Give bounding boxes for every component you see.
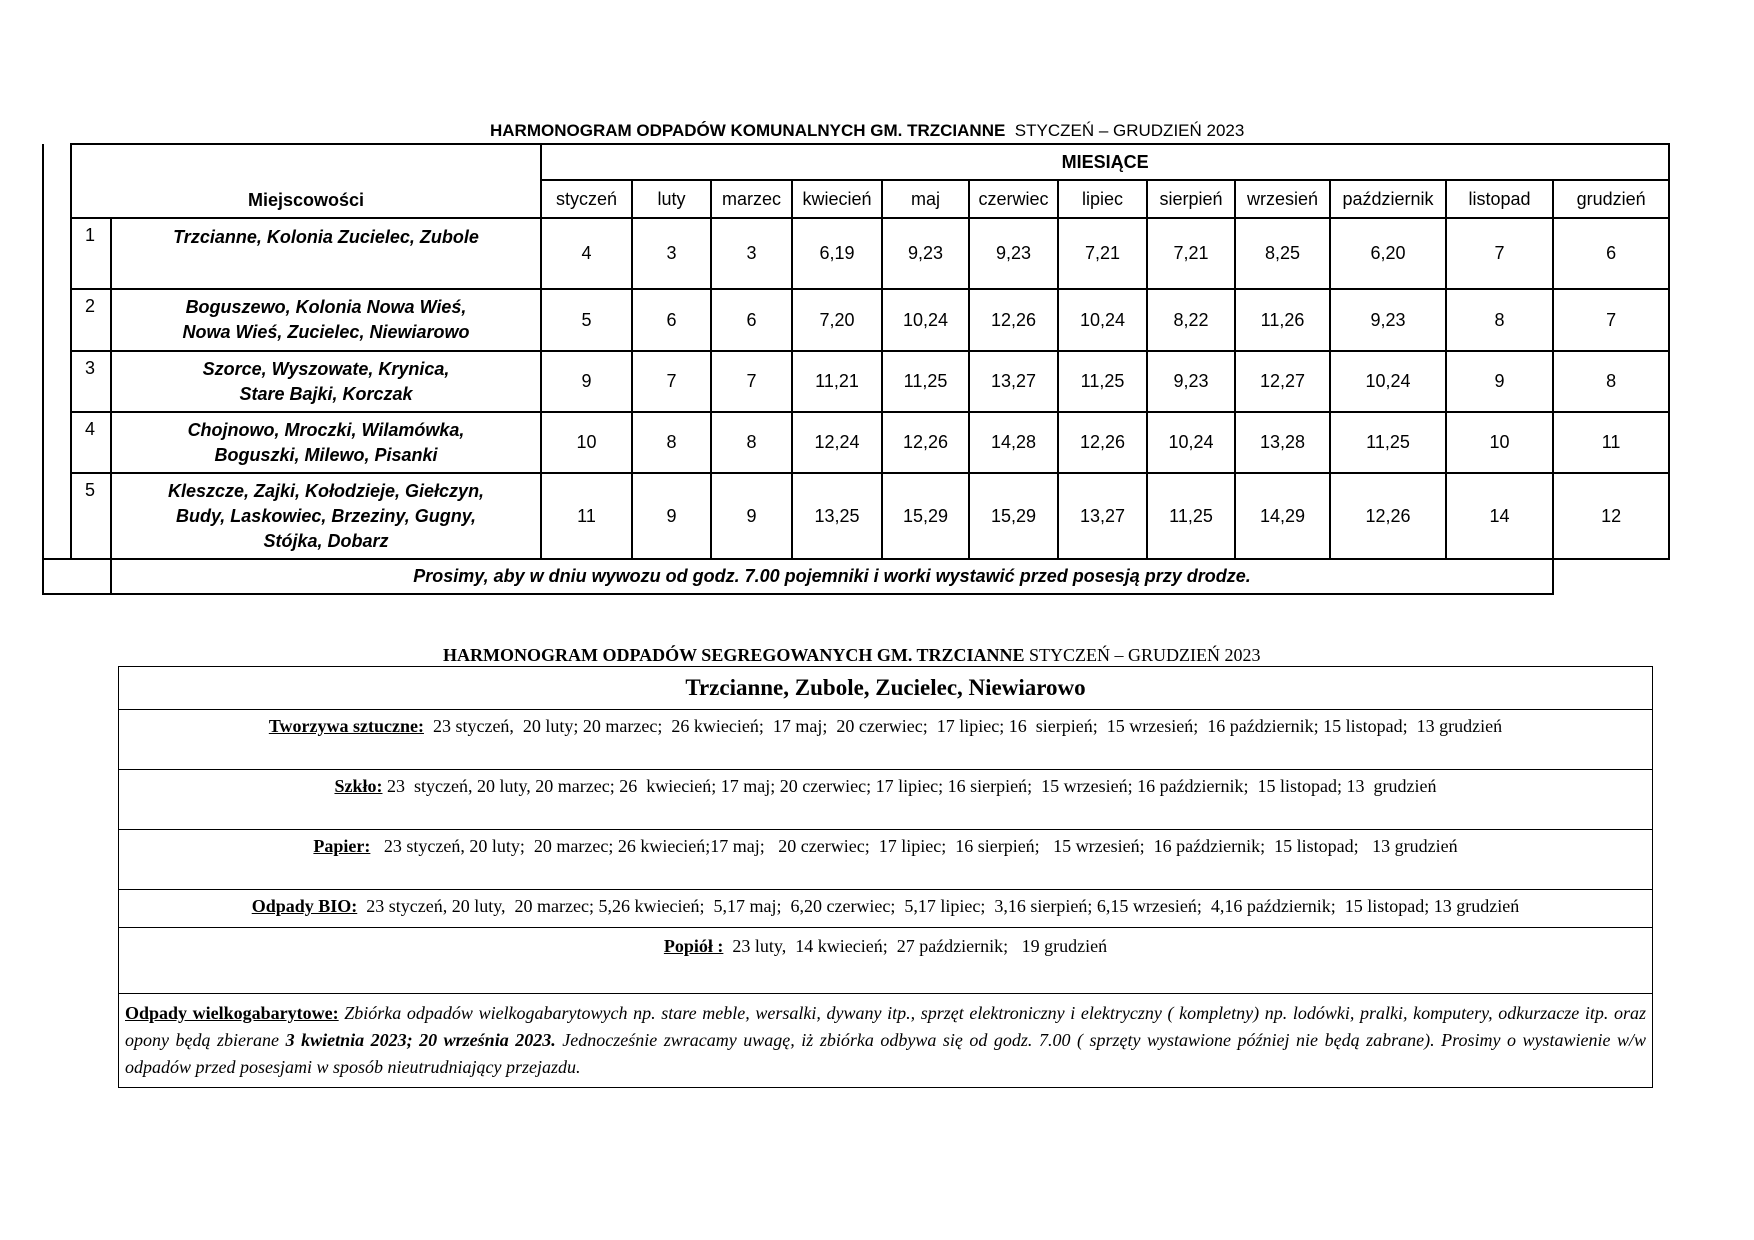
town-line: Szorce, Wyszowate, Krynica, — [202, 358, 450, 379]
month-header: marzec — [711, 180, 792, 218]
pickup-date: 8,25 — [1235, 218, 1330, 289]
town-line: Kleszcze, Zajki, Kołodzieje, Giełczyn, — [167, 480, 485, 501]
pickup-date: 10,24 — [882, 289, 969, 351]
table-row — [43, 289, 1669, 351]
town-list — [111, 289, 541, 351]
town-line: Boguszki, Milewo, Pisanki — [214, 444, 438, 465]
pickup-date: 6 — [1553, 218, 1669, 289]
pickup-date: 9 — [632, 473, 711, 559]
table-row — [43, 412, 1669, 473]
ash-row — [119, 927, 1652, 993]
area-header: Trzcianne, Zubole, Zucielec, Niewiarowo — [685, 675, 1086, 700]
pickup-date: 8 — [711, 412, 792, 473]
category-label: Tworzywa sztuczne: — [268, 716, 424, 736]
pickup-date: 9,23 — [969, 218, 1058, 289]
pickup-date: 7 — [1446, 218, 1553, 289]
pickup-date: 12,27 — [1235, 351, 1330, 412]
pickup-date: 15,29 — [969, 473, 1058, 559]
month-header: styczeń — [541, 180, 632, 218]
bulky-text-1: Zbiórka odpadów wielkogabarytowych np. stare meble, wersalki, dywany itp., sprzęt elektroniczny i elektryczny ( kompletny) np. lodówki, pralki, komputery, odkurzacze itp. oraz opony będą zbierane — [125, 1003, 1646, 1050]
category-label: Szkło: — [334, 776, 383, 796]
pickup-date: 10 — [1446, 412, 1553, 473]
bulky-text-2: Jednocześnie zwracamy uwagę, iż zbiórka odbywa się od godz. 7.00 ( sprzęty wystawione później nie będą zabrane). Prosimy o wystawienie w/w odpadów przed posesjami w sposób nieutrudniający przejazdu. — [125, 1030, 1647, 1077]
left-margin-cell — [43, 144, 71, 559]
placement-note: Prosimy, aby w dniu wywozu od godz. 7.00 pojemniki i worki wystawić przed posesją przy drodze. — [111, 559, 1553, 594]
mixed-waste-table — [42, 143, 1670, 595]
town-list — [111, 473, 541, 559]
mixed-title-bold: HARMONOGRAM ODPADÓW KOMUNALNYCH GM. TRZCIANNE — [490, 121, 1006, 140]
category-label: Papier: — [313, 836, 371, 856]
town-line: Budy, Laskowiec, Brzeziny, Gugny, — [175, 505, 477, 526]
bulky-dates: 3 kwietnia 2023; 20 września 2023. — [285, 1030, 556, 1050]
pickup-date: 8,22 — [1147, 289, 1235, 351]
month-header: czerwiec — [969, 180, 1058, 218]
category-dates: 23 styczeń, 20 luty, 20 marzec; 26 kwiecień; 17 maj; 20 czerwiec; 17 lipiec; 16 sierpień; 15 wrzesień; 16 październik; 15 listopad; 13 grudzień — [382, 776, 1437, 796]
pickup-date: 7 — [1553, 289, 1669, 351]
pickup-date: 15,29 — [882, 473, 969, 559]
pickup-date: 10,24 — [1330, 351, 1446, 412]
pickup-date: 12,24 — [792, 412, 882, 473]
pickup-date: 11,25 — [1147, 473, 1235, 559]
month-header: sierpień — [1147, 180, 1235, 218]
row-number: 3 — [71, 351, 111, 412]
places-header: Miejscowości — [71, 144, 541, 218]
plastics-row — [119, 709, 1652, 769]
pickup-date: 8 — [1446, 289, 1553, 351]
pickup-date: 14 — [1446, 473, 1553, 559]
town-line: Stójka, Dobarz — [263, 530, 389, 551]
pickup-date: 11,25 — [1058, 351, 1147, 412]
category-dates: 23 styczeń, 20 luty, 20 marzec; 5,26 kwiecień; 5,17 maj; 6,20 czerwiec; 5,17 lipiec; 3,16 sierpień; 6,15 wrzesień; 4,16 październik; 15 listopad; 13 grudzień — [357, 896, 1520, 916]
category-dates: 23 luty, 14 kwiecień; 27 październik; 19 grudzień — [723, 936, 1108, 956]
pickup-date: 14,28 — [969, 412, 1058, 473]
month-header: luty — [632, 180, 711, 218]
town-line: Nowa Wieś, Zucielec, Niewiarowo — [182, 322, 470, 342]
pickup-date: 7 — [711, 351, 792, 412]
mixed-waste-title — [490, 121, 1244, 141]
segregated-title-bold: HARMONOGRAM ODPADÓW SEGREGOWANYCH GM. TRZCIANNE — [443, 645, 1025, 665]
category-dates: 23 styczeń, 20 luty; 20 marzec; 26 kwiecień; 17 maj; 20 czerwiec; 17 lipiec; 16 sierpień; 15 wrzesień; 16 październik; 15 listopad; 13 grudzień — [423, 716, 1503, 736]
month-header: maj — [882, 180, 969, 218]
pickup-date: 14,29 — [1235, 473, 1330, 559]
pickup-date: 6 — [711, 289, 792, 351]
pickup-date: 4 — [541, 218, 632, 289]
pickup-date: 11,21 — [792, 351, 882, 412]
pickup-date: 3 — [711, 218, 792, 289]
pickup-date: 9 — [711, 473, 792, 559]
row-number: 4 — [71, 412, 111, 473]
months-header: MIESIĄCE — [541, 144, 1669, 180]
pickup-date: 10,24 — [1058, 289, 1147, 351]
town-line: Stare Bajki, Korczak — [239, 383, 413, 404]
pickup-date: 12 — [1553, 473, 1669, 559]
pickup-date: 11 — [541, 473, 632, 559]
pickup-date: 6,20 — [1330, 218, 1446, 289]
pickup-date: 9,23 — [1147, 351, 1235, 412]
pickup-date: 13,25 — [792, 473, 882, 559]
town-line: Boguszewo, Kolonia Nowa Wieś, — [185, 297, 467, 317]
pickup-date: 11,25 — [882, 351, 969, 412]
month-header: listopad — [1446, 180, 1553, 218]
table-row — [43, 218, 1669, 289]
row-number: 1 — [71, 218, 111, 289]
pickup-date: 5 — [541, 289, 632, 351]
row-number: 2 — [71, 289, 111, 351]
bulky-waste-row — [119, 993, 1652, 1087]
pickup-date: 9 — [1446, 351, 1553, 412]
pickup-date: 10 — [541, 412, 632, 473]
pickup-date: 10,24 — [1147, 412, 1235, 473]
segregated-title-period: STYCZEŃ – GRUDZIEŃ 2023 — [1029, 645, 1261, 665]
month-header: lipiec — [1058, 180, 1147, 218]
pickup-date: 3 — [632, 218, 711, 289]
pickup-date: 13,27 — [969, 351, 1058, 412]
mixed-title-period: STYCZEŃ – GRUDZIEŃ 2023 — [1014, 121, 1245, 140]
row-number: 5 — [71, 473, 111, 559]
bio-row — [119, 889, 1652, 927]
pickup-date: 12,26 — [882, 412, 969, 473]
month-header: kwiecień — [792, 180, 882, 218]
pickup-date: 7 — [632, 351, 711, 412]
note-blank-cell — [43, 559, 111, 594]
glass-row — [119, 769, 1652, 829]
paper-row — [119, 829, 1652, 889]
pickup-date: 9,23 — [882, 218, 969, 289]
pickup-date: 12,26 — [1058, 412, 1147, 473]
pickup-date: 6,19 — [792, 218, 882, 289]
segregated-waste-table — [118, 666, 1653, 1088]
pickup-date: 11,25 — [1330, 412, 1446, 473]
category-label: Popiół : — [663, 936, 724, 956]
category-dates: 23 styczeń, 20 luty; 20 marzec; 26 kwiecień;17 maj; 20 czerwiec; 17 lipiec; 16 sierpień; 15 wrzesień; 16 październik; 15 listopad; 13 grudzień — [370, 836, 1458, 856]
segregated-waste-title — [443, 645, 1261, 666]
pickup-date: 7,21 — [1058, 218, 1147, 289]
month-header: październik — [1330, 180, 1446, 218]
pickup-date: 8 — [1553, 351, 1669, 412]
town-line: Chojnowo, Mroczki, Wilamówka, — [187, 419, 465, 440]
pickup-date: 7,21 — [1147, 218, 1235, 289]
pickup-date: 7,20 — [792, 289, 882, 351]
town-list — [111, 218, 541, 289]
table-row — [43, 473, 1669, 559]
month-header: grudzień — [1553, 180, 1669, 218]
town-line: Trzcianne, Kolonia Zucielec, Zubole — [173, 227, 479, 247]
pickup-date: 13,27 — [1058, 473, 1147, 559]
pickup-date: 11 — [1553, 412, 1669, 473]
pickup-date: 9,23 — [1330, 289, 1446, 351]
pickup-date: 8 — [632, 412, 711, 473]
pickup-date: 13,28 — [1235, 412, 1330, 473]
pickup-date: 11,26 — [1235, 289, 1330, 351]
pickup-date: 9 — [541, 351, 632, 412]
table-row — [43, 351, 1669, 412]
pickup-date: 6 — [632, 289, 711, 351]
month-header: wrzesień — [1235, 180, 1330, 218]
pickup-date: 12,26 — [969, 289, 1058, 351]
town-list — [111, 351, 541, 412]
town-list — [111, 412, 541, 473]
category-label: Odpady wielkogabarytowe: — [125, 1003, 339, 1023]
category-label: Odpady BIO: — [251, 896, 358, 916]
pickup-date: 12,26 — [1330, 473, 1446, 559]
